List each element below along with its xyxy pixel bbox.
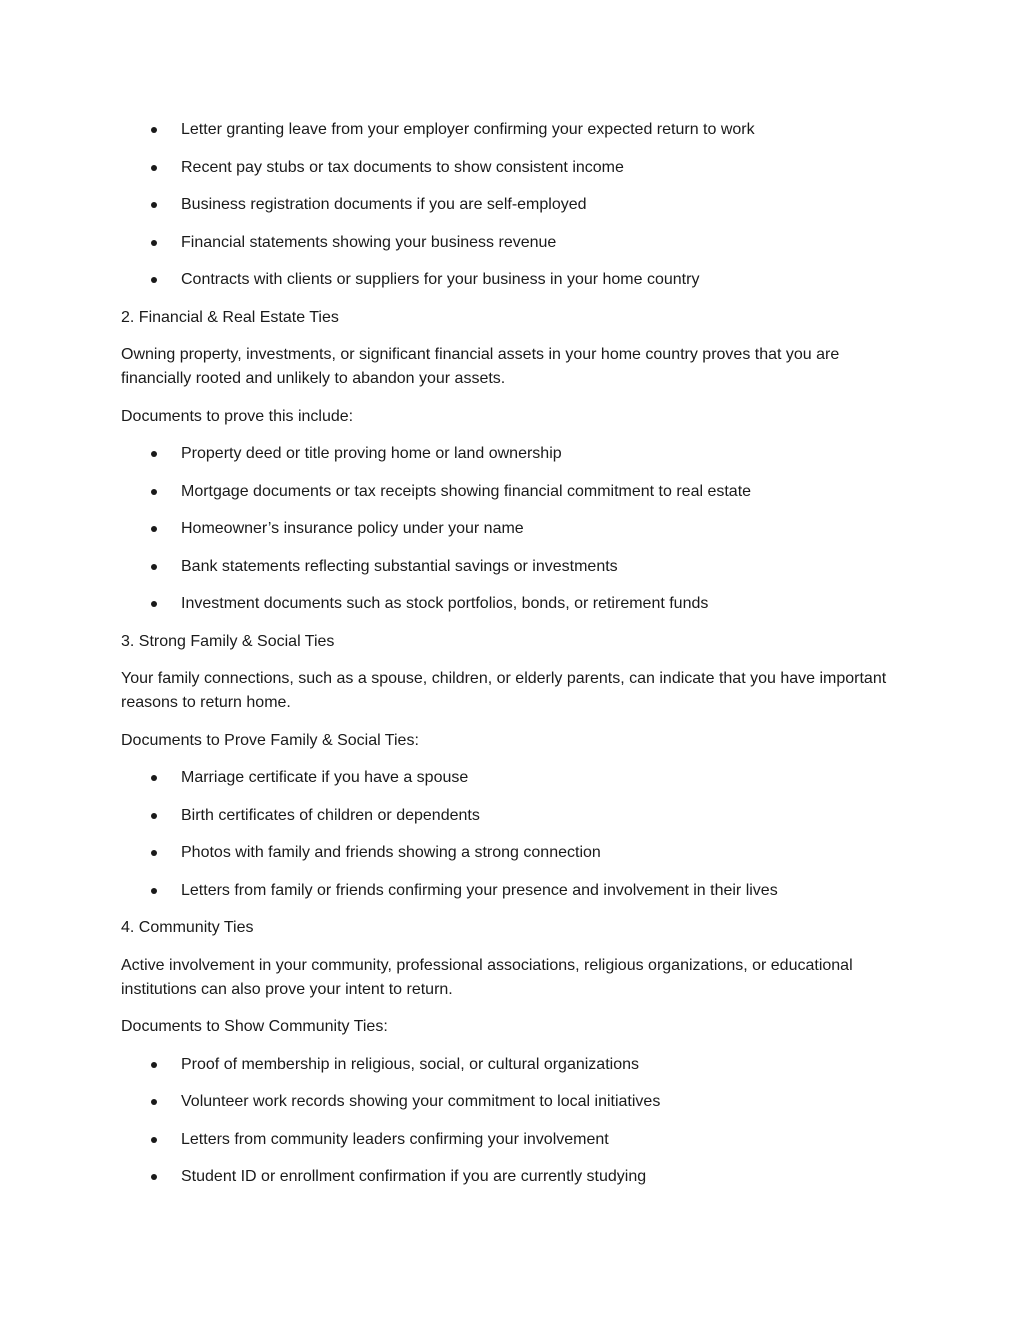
list-item <box>121 118 911 142</box>
list-item-text: Homeowner’s insurance policy under your name <box>181 520 524 537</box>
list-item-text: Property deed or title proving home or land ownership <box>181 445 562 462</box>
bullet-icon <box>151 564 157 570</box>
list-item-text: Investment documents such as stock portfolios, bonds, or retirement funds <box>181 595 709 612</box>
bullet-icon <box>151 127 157 133</box>
bullet-icon <box>151 601 157 607</box>
list-item <box>121 442 911 466</box>
bullet-icon <box>151 202 157 208</box>
section-paragraph-family: Your family connections, such as a spouse, children, or elderly parents, can indicate that you have important reasons to return home. <box>121 670 887 711</box>
list-item-text: Bank statements reflecting substantial savings or investments <box>181 557 618 575</box>
list-item-text: Letters from community leaders confirming your involvement <box>181 1130 609 1148</box>
list-item <box>121 231 911 255</box>
list-item <box>121 1128 911 1152</box>
list-item <box>121 1090 911 1114</box>
bullet-icon <box>151 850 157 856</box>
bullet-icon <box>151 526 157 532</box>
section-heading-family: 3. Strong Family & Social Ties <box>121 632 335 650</box>
list-item <box>121 1053 911 1077</box>
list-item <box>121 193 911 217</box>
list-item-text: Marriage certificate if you have a spouse <box>181 769 469 786</box>
list-item <box>121 879 911 903</box>
bullet-icon <box>151 240 157 246</box>
section-lead-family: Documents to Prove Family & Social Ties: <box>121 731 419 749</box>
bullet-icon <box>151 1062 157 1068</box>
bullet-icon <box>151 775 157 781</box>
section-paragraph-community: Active involvement in your community, professional associations, religious organizations, or educational institutions can also prove your intent to return. <box>121 956 853 998</box>
list-item-text: Proof of membership in religious, social, or cultural organizations <box>181 1055 639 1073</box>
family-documents-list <box>121 766 911 903</box>
list-item <box>121 592 911 616</box>
list-item-text: Letter granting leave from your employer confirming your expected return to work <box>181 121 755 138</box>
list-item <box>121 766 911 790</box>
list-item <box>121 804 911 828</box>
list-item <box>121 517 911 541</box>
bullet-icon <box>151 165 157 171</box>
list-item-text: Financial statements showing your business revenue <box>181 233 557 251</box>
list-item <box>121 156 911 180</box>
list-item-text: Business registration documents if you are self-employed <box>181 196 587 213</box>
financial-documents-list <box>121 442 911 616</box>
list-item <box>121 480 911 504</box>
list-item <box>121 268 911 292</box>
section-heading-community: 4. Community Ties <box>121 919 254 936</box>
section-paragraph-financial: Owning property, investments, or significant financial assets in your home country proves that you are financially rooted and unlikely to abandon your assets. <box>121 346 840 387</box>
list-item-text: Mortgage documents or tax receipts showing financial commitment to real estate <box>181 482 752 500</box>
list-item-text: Recent pay stubs or tax documents to show consistent income <box>181 158 624 176</box>
list-item-text: Student ID or enrollment confirmation if you are currently studying <box>181 1168 647 1185</box>
community-documents-list <box>121 1053 911 1190</box>
section-lead-community: Documents to Show Community Ties: <box>121 1018 388 1035</box>
list-item-text: Letters from family or friends confirming your presence and involvement in their lives <box>181 881 778 899</box>
bullet-icon <box>151 813 157 819</box>
list-item-text: Contracts with clients or suppliers for your business in your home country <box>181 271 700 288</box>
section-lead-financial: Documents to prove this include: <box>121 407 354 425</box>
bullet-icon <box>151 1099 157 1105</box>
list-item-text: Birth certificates of children or dependents <box>181 806 480 824</box>
bullet-icon <box>151 489 157 495</box>
bullet-icon <box>151 888 157 894</box>
list-item <box>121 841 911 865</box>
bullet-icon <box>151 277 157 283</box>
bullet-icon <box>151 1137 157 1143</box>
employment-documents-list <box>121 118 911 292</box>
section-heading-financial: 2. Financial & Real Estate Ties <box>121 308 339 326</box>
list-item-text: Photos with family and friends showing a strong connection <box>181 844 601 861</box>
list-item <box>121 555 911 579</box>
document-body <box>121 118 911 1203</box>
list-item <box>121 1165 911 1189</box>
bullet-icon <box>151 1174 157 1180</box>
list-item-text: Volunteer work records showing your commitment to local initiatives <box>181 1093 661 1110</box>
bullet-icon <box>151 451 157 457</box>
